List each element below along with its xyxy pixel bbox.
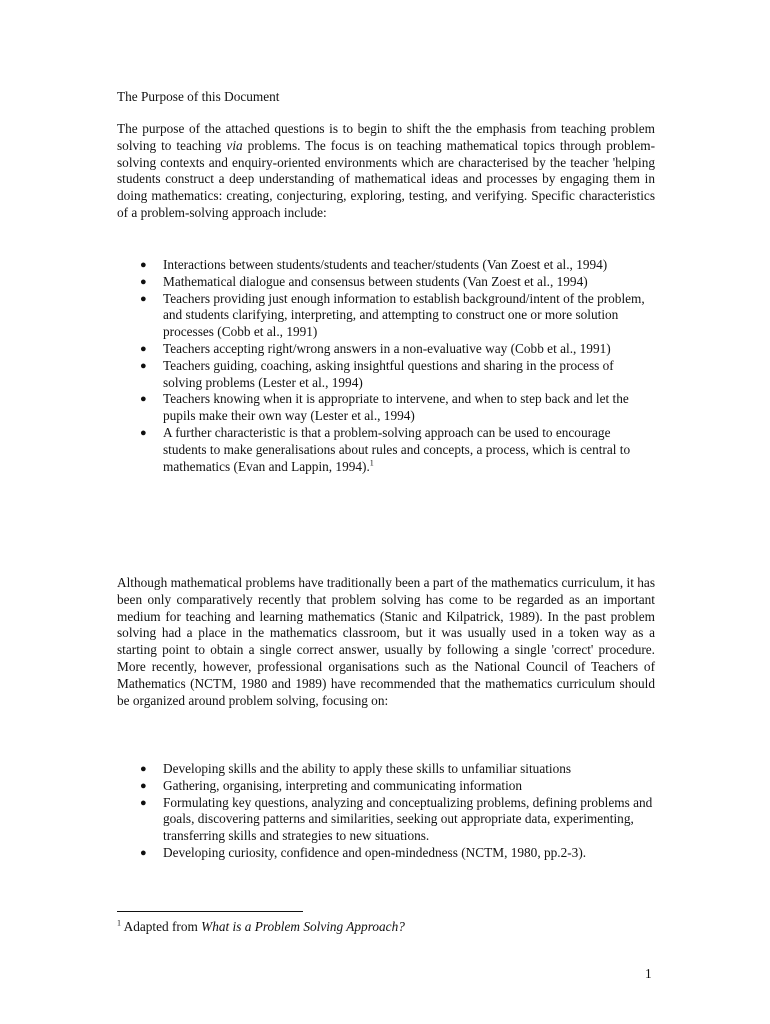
list-item-text: Mathematical dialogue and consensus between students (Van Zoest et al., 1994) [163, 273, 588, 289]
list-item [117, 761, 655, 778]
list-item [117, 425, 655, 475]
list-item-text: Developing skills and the ability to apply these skills to unfamiliar situations [163, 761, 572, 776]
list-item-text: Teachers knowing when it is appropriate to intervene, and when to step back and let the pupils make their own way (Lester et al., 1994) [163, 391, 629, 424]
history-paragraph: Although mathematical problems have traditionally been a part of the mathematics curriculum, it has been only comparatively recently that problem solving has come to be regarded as an important medium for teaching and learning mathematics (Stanic and Kilpatrick, 1989). In the past problem solving had a place in the mathematics classroom, but it was usually used in a token way as a starting point to obtain a single correct answer, usually by following a single 'correct' procedure. More recently, however, professional organisations such as the National Council of Teachers of Mathematics (NCTM, 1980 and 1989) have recommended that the mathematics curriculum should be organized around problem solving, focusing on: [117, 575, 655, 708]
list-item [117, 778, 655, 795]
footnote-reference: 1 [369, 458, 374, 468]
list-item-text: Developing curiosity, confidence and open-mindedness (NCTM, 1980, pp.2-3). [163, 844, 587, 860]
purpose-text-italic: via [226, 137, 243, 153]
list-item-text: Teachers providing just enough information to establish background/intent of the problem, and students clarifying, interpreting, and attempting to construct one or more solution processes (Cobb et al., 1991) [163, 290, 645, 340]
footnote-separator [117, 911, 303, 912]
footnote-title: What is a Problem Solving Approach? [201, 919, 405, 934]
list-item-text: Formulating key questions, analyzing and conceptualizing problems, defining problems and goals, discovering patterns and similarities, seeking out appropriate data, experimenting, transferring skills and strategies to new situations. [163, 794, 653, 844]
bullet-icon: ● [140, 393, 147, 406]
focus-list [117, 761, 655, 862]
bullet-icon: ● [140, 426, 147, 439]
purpose-text-start: The purpose of the attached questions is to begin to shift the the emphasis from teaching problem solving to teaching [117, 121, 655, 153]
bullet-icon: ● [140, 275, 147, 288]
list-item [117, 391, 655, 425]
list-item-text: Interactions between students/students and teacher/students (Van Zoest et al., 1994) [163, 257, 608, 272]
bullet-icon: ● [140, 796, 147, 809]
list-item [117, 341, 655, 358]
bullet-icon: ● [140, 359, 147, 372]
footnote-prefix: Adapted from [121, 919, 202, 934]
purpose-paragraph [117, 121, 655, 222]
list-item [117, 274, 655, 291]
list-item-text: A further characteristic is that a problem-solving approach can be used to encourage students to make generalisations about rules and concepts, a process, which is central to mathematics (Evan and Lappin, 1994). [163, 424, 631, 474]
footnote-marker: 1 [117, 918, 121, 928]
list-item-text: Teachers guiding, coaching, asking insightful questions and sharing in the process of solving problems (Lester et al., 1994) [163, 357, 614, 390]
list-item-text: Teachers accepting right/wrong answers in a non-evaluative way (Cobb et al., 1991) [163, 340, 611, 356]
footnote [117, 918, 405, 935]
bullet-icon: ● [140, 259, 147, 271]
list-item [117, 257, 655, 274]
page-number: 1 [645, 966, 652, 981]
bullet-icon: ● [140, 292, 147, 305]
characteristics-list [117, 257, 655, 475]
list-item [117, 845, 655, 862]
purpose-text-end: problems. The focus is on teaching mathematical topics through problem-solving contexts and enquiry-oriented environments which are characterised by the teacher 'helping students construct a deep understanding of mathematical ideas and processes by engaging them in doing mathematics: creating, conjecturing, exploring, testing, and verifying. Specific characteristics of a problem-solving approach include: [117, 137, 655, 220]
list-item-text: Gathering, organising, interpreting and communicating information [163, 777, 523, 793]
list-item [117, 358, 655, 392]
bullet-icon: ● [140, 342, 147, 355]
bullet-icon: ● [140, 763, 147, 775]
bullet-icon: ● [140, 846, 147, 859]
section-heading: The Purpose of this Document [117, 89, 280, 104]
list-item [117, 795, 655, 845]
bullet-icon: ● [140, 779, 147, 792]
list-item [117, 291, 655, 341]
